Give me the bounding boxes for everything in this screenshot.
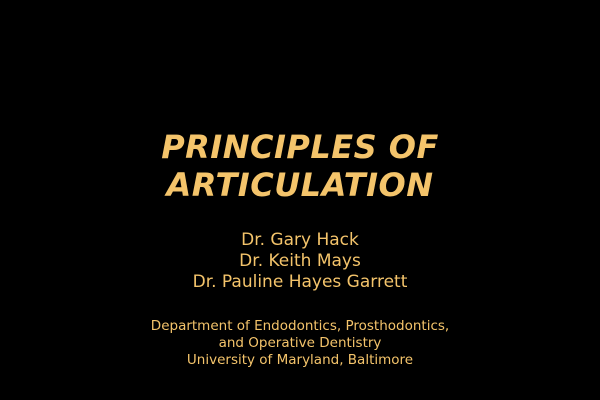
title-line-1: PRINCIPLES OF: [161, 128, 439, 166]
affiliation-line-2: and Operative Dentistry: [218, 335, 382, 351]
affiliation-line-3: University of Maryland, Baltimore: [186, 352, 414, 368]
affiliation-line-1: Department of Endodontics, Prosthodontics,: [150, 318, 450, 334]
slide-title: [0, 128, 600, 204]
title-line-2: ARTICULATION: [166, 166, 434, 204]
author-list: [0, 230, 600, 293]
author-name: Dr. Pauline Hayes Garrett: [192, 272, 408, 292]
author-name: Dr. Gary Hack: [241, 230, 359, 250]
affiliation: [0, 318, 600, 369]
author-name: Dr. Keith Mays: [239, 251, 361, 271]
